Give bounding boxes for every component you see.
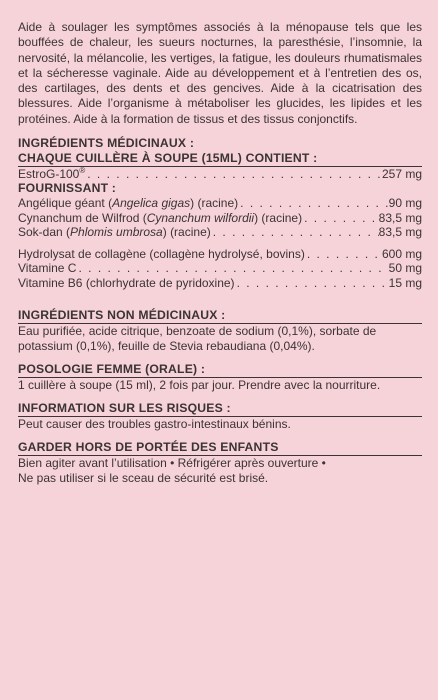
keep-away-section (18, 440, 422, 486)
ingredient-row-estrog (18, 167, 422, 181)
ingredient-amount: 83,5 mg (378, 210, 422, 225)
dosage-section (18, 362, 422, 393)
ingredient-amount: 257 mg (381, 167, 422, 182)
ingredient-name: EstroG-100® (18, 167, 86, 182)
ingredient-row-collagen (18, 247, 422, 261)
ingredient-name: Vitamine B6 (chlorhydrate de pyridoxine) (18, 275, 235, 290)
leader-dots (85, 167, 382, 181)
dosage-title: POSOLOGIE FEMME (ORALE) : (18, 361, 206, 376)
ingredient-row-vitamin-b6 (18, 276, 422, 290)
leader-dots (305, 247, 382, 261)
risks-section (18, 401, 422, 432)
leader-dots (76, 261, 388, 275)
ingredient-name: Vitamine C (18, 261, 77, 276)
ingredient-amount: 90 mg (388, 196, 422, 211)
ingredient-amount: 50 mg (388, 261, 422, 276)
leader-dots (238, 196, 388, 210)
serving-size-heading: CHAQUE CUILLÈRE À SOUPE (15ML) CONTIENT : (18, 151, 318, 166)
dosage-text: 1 cuillère à soupe (15 ml), 2 fois par jour. Prendre avec la nourriture. (18, 377, 381, 392)
ingredient-name: Cynanchum de Wilfrod (Cynanchum wilfordii) (racine) (18, 210, 303, 225)
non-medicinal-title: INGRÉDIENTS NON MÉDICINAUX : (18, 307, 226, 322)
leader-dots (211, 225, 379, 239)
risks-text: Peut causer des troubles gastro-intestinaux bénins. (18, 416, 291, 431)
spacer (18, 240, 422, 247)
indications-text: Aide à soulager les symptômes associés à la ménopause tels que les bouffées de chaleur, les sueurs nocturnes, la paresthésie, l’insomnie, la nervosité, la mélancolie, les vertiges, la fatigue, les douleurs rhumatismales et la sécheresse vaginale. Aide au développement et à l’entretien des os, des cartilages, des dents et des gencives. Aide à la cicatrisation des blessures. Aide l’organisme à métaboliser les glucides, les lipides et les protéines. Aide à la formation de tissus et des tissus conjonctifs. (18, 20, 422, 126)
ingredient-row-angelica (18, 196, 422, 210)
non-medicinal-text: Eau purifiée, acide citrique, benzoate de sodium (0,1%), sorbate de potassium (0,1%), feuille de Stevia rebaudiana (0,04%). (18, 323, 377, 353)
ingredient-row-phlomis (18, 225, 422, 239)
safety-seal-warning: Ne pas utiliser si le sceau de sécurité est brisé. (18, 470, 269, 485)
leader-dots (235, 276, 389, 290)
providing-heading: FOURNISSANT : (18, 181, 117, 196)
ingredient-row-cynanchum (18, 211, 422, 225)
ingredient-name: Sok-dan (Phlomis umbrosa) (racine) (18, 225, 211, 240)
non-medicinal-section (18, 308, 422, 354)
medicinal-ingredients-title: INGRÉDIENTS MÉDICINAUX : (18, 136, 195, 151)
ingredient-amount: 83,5 mg (378, 225, 422, 240)
storage-instructions: Bien agiter avant l’utilisation • Réfrigérer après ouverture • (18, 455, 326, 470)
ingredient-name: Hydrolysat de collagène (collagène hydrolysé, bovins) (18, 246, 305, 261)
ingredient-name: Angélique géant (Angelica gigas) (racine) (18, 196, 239, 211)
risks-title: INFORMATION SUR LES RISQUES : (18, 400, 231, 415)
leader-dots (302, 211, 379, 225)
ingredient-amount: 15 mg (388, 275, 422, 290)
ingredient-row-vitamin-c (18, 261, 422, 275)
ingredient-amount: 600 mg (381, 246, 422, 261)
medicinal-ingredients-section (18, 136, 422, 290)
keep-away-title: GARDER HORS DE PORTÉE DES ENFANTS (18, 439, 279, 454)
